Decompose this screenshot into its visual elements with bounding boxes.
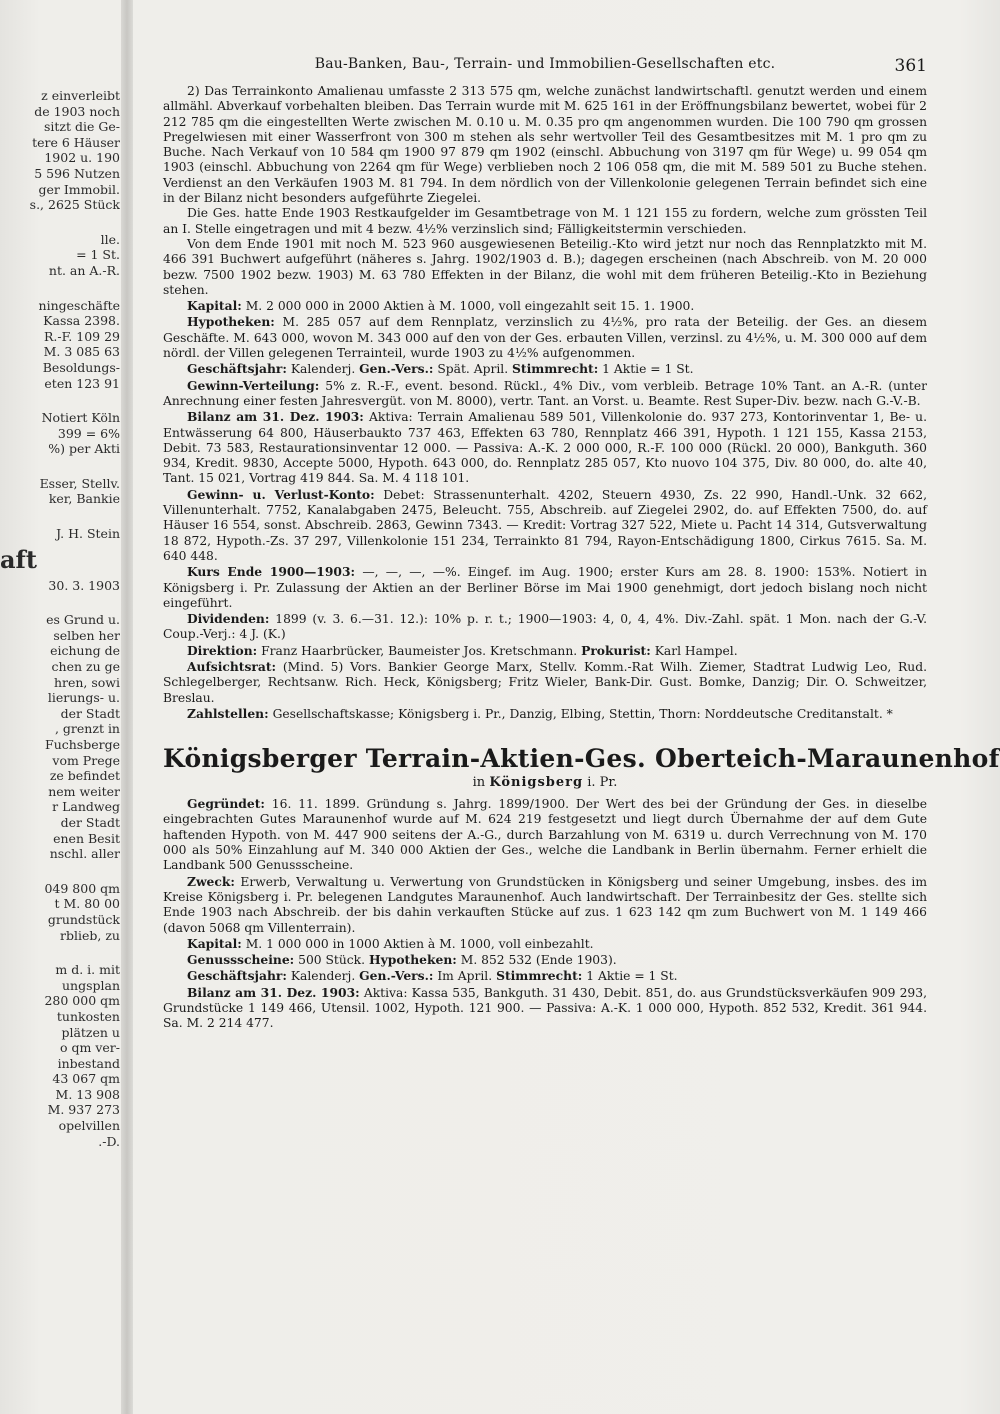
entry-paragraph: [163, 706, 927, 722]
field-label: Geschäftsjahr:: [187, 968, 287, 984]
left-fragment-line: m d. i. mit: [55, 962, 120, 978]
left-fragment-line: Esser, Stellv.: [39, 475, 120, 491]
field-text: 1899 (v. 3. 6.—31. 12.): 10% p. r. t.; 1900—1903: 4, 0, 4, 4%. Div.-Zahl. spät. 1 Mon. nach der G.-V. Coup.-Verj.: 4 J. (K.): [163, 612, 927, 642]
left-fragment-line: t M. 80 00: [54, 896, 120, 912]
left-fragment-line: 399 = 6%: [57, 425, 120, 441]
location-prefix: in: [472, 775, 486, 791]
field-text: Aktiva: Terrain Amalienau 589 501, Villenkolonie do. 937 273, Kontorinventar 1, Be- u. Entwässerung 64 800, Häuserbaukto 737 463, Effekten 63 780, Rennplatz 466 391, Hypoth. 1 121 155, Kassa 2153, Debit. 73 583, Restaurationsinventar 12 000. — Passiva: A.-K. 2 000 000, R.-F. 100 000 (Rückl. 20 000), Bankguth. 360 934, Kredit. 9830, Accepte 5000, Hypoth. 643 000, do. Rennplatz 285 057, Kto nuovo 104 375, Div. 80 000, do. alte 40, Tant. 15 021, Vortrag 419 844. Sa. M. 4 118 101.: [163, 410, 928, 486]
field-label: Gewinn-Verteilung:: [187, 377, 320, 393]
field-text: 16. 11. 1899. Gründung s. Jahrg. 1899/1900. Der Wert des bei der Gründung der Ges. in dieselbe eingebrachten Gutes Maraunenhof wurde auf M. 624 219 festgesetzt und liegt durch Übernahme der auf dem Gute haftenden Hypoth. von M. 447 900 seitens der A.-G., durch Barzahlung von M. 6319 u. durch Verrechnung von M. 170 000 als 50% Einzahlung auf M. 340 000 Aktien der Ges., welche die Landbank in Berlin übernahm. Ferner erhielt die Landbank 500 Genussscheine.: [163, 797, 927, 873]
left-fragment-line: eten 123 91: [44, 375, 120, 391]
field-label: Genussscheine:: [187, 952, 295, 968]
field-text: Erwerb, Verwaltung u. Verwertung von Grundstücken in Königsberg und seiner Umgebung, insbes. des im Kreise Königsberg i. Pr. belegenen Landgutes Maraunenhof. Auch landwirtschaft. Der Terrainbesitz der Ges. stellte sich Ende 1903 nach Abschreib. der bis dahin verkauften Stücke auf zus. 1 623 142 qm zum Buchwert von M. 1 149 466 (davon 5068 qm Villenterrain).: [163, 874, 927, 935]
field-label: Bilanz am 31. Dez. 1903:: [187, 984, 360, 1000]
entry-paragraph: [163, 796, 927, 873]
field-text: Aktiva: Kassa 535, Bankguth. 31 430, Debit. 851, do. aus Grundstücksverkäufen 909 293, Grundstücke 1 149 466, Utensil. 1002, Hypoth. 121 900. — Passiva: A.-K. 1 000 000, Hypoth. 852 532, Kredit. 361 944. Sa. M. 2 214 477.: [163, 985, 927, 1031]
field-label: Aufsichtsrat:: [187, 658, 277, 674]
field-text: Spät. April.: [437, 362, 509, 377]
entry-paragraph: [163, 361, 927, 377]
running-header: [163, 56, 927, 84]
company-entry-maraunenhof: [163, 796, 927, 1031]
left-fragment-line: ker, Bankie: [48, 491, 120, 507]
entry-paragraph: [163, 874, 927, 936]
field-text: 5% z. R.-F., event. besond. Rückl., 4% Div., vom verbleib. Betrage 10% Tant. an A.-R. (unter Anrechnung einer festen Jahresvergüt. von M. 8000), vertr. Tant. an Vorst. u. Beamte. Rest Super-Div. bezw. nach G.-V.-B.: [163, 378, 927, 408]
field-label: Gen.-Vers.:: [359, 361, 434, 377]
left-fragment-line: lle.: [100, 231, 120, 247]
left-fragment-line: eichung de: [50, 643, 120, 659]
page-number: 361: [894, 56, 927, 76]
left-fragment-heading: aft: [0, 544, 37, 574]
entry-paragraph: [163, 298, 927, 314]
left-fragment-line: enen Besit: [53, 830, 120, 846]
left-fragment-line: ningeschäfte: [38, 297, 120, 313]
field-text: —, —, —, —%. Eingef. im Aug. 1900; erster Kurs am 28. 8. 1900: 153%. Notiert in Königsberg i. Pr. Zulassung der Aktien an der Berliner Börse im Mai 1900 genehmigt, dort jedoch bislang noch nicht eingeführt.: [163, 565, 927, 610]
field-text: M. 1 000 000 in 1000 Aktien à M. 1000, voll einbezahlt.: [245, 936, 594, 951]
left-fragment-line: r Landweg: [52, 799, 120, 815]
left-fragment-line: der Stadt: [60, 814, 120, 830]
left-fragment-line: 30. 3. 1903: [48, 577, 120, 593]
left-fragment-line: plätzen u: [61, 1024, 120, 1040]
header-title: Bau-Banken, Bau-, Terrain- und Immobilien-Gesellschaften etc.: [314, 56, 776, 72]
field-text: Kalenderj.: [290, 362, 356, 377]
left-fragment-line: .-D.: [98, 1133, 120, 1149]
field-text: M. 852 532 (Ende 1903).: [460, 953, 617, 968]
field-label: Kurs Ende 1900—1903:: [187, 564, 356, 580]
location-suffix: i. Pr.: [587, 775, 618, 791]
entry-paragraph: [163, 936, 927, 952]
entry-paragraph: [163, 237, 927, 298]
left-fragment-line: hren, sowi: [53, 674, 120, 690]
location-city: Königsberg: [489, 775, 584, 791]
book-gutter: [121, 0, 133, 1414]
field-label: Hypotheken:: [368, 952, 457, 968]
left-fragment-line: , grenzt in: [54, 721, 120, 737]
left-fragment-line: s., 2625 Stück: [29, 197, 120, 213]
left-fragment-line: 1902 u. 190: [44, 150, 120, 166]
left-fragment-line: rblieb, zu: [60, 927, 120, 943]
entry-paragraph: [163, 643, 927, 659]
left-fragment-line: chen zu ge: [51, 659, 120, 675]
field-text: Im April.: [437, 969, 493, 984]
left-fragment-line: lierungs- u.: [47, 690, 120, 706]
field-text: Kalenderj.: [290, 969, 356, 984]
left-fragment-line: Fuchsberge: [45, 737, 120, 752]
left-fragment-line: nt. an A.-R.: [48, 262, 120, 278]
entry-paragraph: [163, 487, 927, 564]
main-column: [163, 56, 1000, 1032]
field-label: Zweck:: [187, 873, 235, 889]
left-fragment-line: z einverleibt: [41, 88, 120, 103]
left-fragment-line: Kassa 2398.: [43, 313, 120, 329]
left-fragment-line: es Grund u.: [46, 612, 120, 628]
company2-title: Königsberger Terrain-Aktien-Ges. Oberteich-Maraunenhof: [163, 744, 1000, 774]
left-fragment-line: nschl. aller: [49, 846, 120, 862]
left-fragment-line: tunkosten: [56, 1008, 120, 1024]
field-text: M. 285 057 auf dem Rennplatz, verzinslich zu 4½%, pro rata der Beteilig. der Ges. an diesem Geschäfte. M. 643 000, wovon M. 343 000 auf den von der Ges. erbauten Villen, verzinsl. zu 4½%, u. M. 300 000 auf dem nördl. der Villen gelegenen Terrainteil, wurde 1903 zu 4½% aufgenommen.: [163, 315, 927, 361]
field-label: Direktion:: [187, 642, 258, 658]
entry-paragraph: [163, 378, 927, 410]
left-fragment-line: sitzt die Ge-: [44, 119, 120, 135]
entry-paragraph: [163, 409, 927, 486]
field-text: 2) Das Terrainkonto Amalienau umfasste 2 313 575 qm, welche zunächst landwirtschaftl. genutzt werden und einem allmähl. Abverkauf vorbehalten bleiben. Das Terrain wurde mit M. 625 161 in der Eröffnungsbilanz bewertet, wobei für 2 212 785 qm die eingestellten Werte zwischen M. 0.10 u. M. 0.35 pro qm angenommen wurden. Die 100 790 qm grossen Pregelwiesen mit einer Wasserfront von 300 m stehen als sehr wertvoller Teil des Gesamtbesitzes mit M. 1 pro qm zu Buche. Nach Verkauf von 10 584 qm 1900 97 879 qm 1902 (einschl. Abbuchung von 3197 qm für Wege) u. 99 054 qm 1903 (einschl. Abbuchung von 2264 qm für Wege) verblieben noch 2 106 058 qm, die mit M. 589 501 zu Buche stehen. Verdienst an den Verkäufen 1903 M. 81 794. In dem nördlich von der Villenkolonie gelegenen Terrain befindet sich eine in der Bilanz nicht besonders aufgeführte Ziegelei.: [163, 84, 927, 206]
left-fragment-line: selben her: [53, 627, 120, 643]
left-fragment-line: opelvillen: [58, 1118, 120, 1134]
left-fragment-line: M. 13 908: [55, 1086, 120, 1102]
field-text: (Mind. 5) Vors. Bankier George Marx, Stellv. Komm.-Rat Wilh. Ziemer, Stadtrat Ludwig Leo, Rud. Schlegelberger, Rechtsanw. Rich. Heck, Königsberg; Fritz Wieler, Bank-Dir. Gust. Bomke, Danzig; Dir. O. Schweitzer, Breslau.: [163, 659, 927, 705]
left-fragment-line: Notiert Köln: [41, 410, 120, 426]
left-fragment-line: inbestand: [57, 1055, 120, 1071]
field-text: Die Ges. hatte Ende 1903 Restkaufgelder im Gesamtbetrage von M. 1 121 155 zu fordern, welche zum grössten Teil an I. Stelle eingetragen und mit 4 bezw. 4½% verzinslich sind; Fälligkeitstermin verschieden.: [163, 206, 927, 236]
company-entry-amalienau: [163, 84, 927, 722]
field-label: Kapital:: [187, 298, 242, 314]
field-label: Geschäftsjahr:: [187, 361, 287, 377]
left-fragment-line: ger Immobil.: [38, 181, 120, 197]
entry-paragraph: [163, 985, 927, 1032]
field-text: Debet: Strassenunterhalt. 4202, Steuern 4930, Zs. 22 990, Handl.-Unk. 32 662, Villenunterhalt. 7752, Kanalabgaben 2475, Beleucht. 755, Abschreib. auf Ziegelei 2902, do. auf Effekten 7500, do. auf Häuser 16 554, sonst. Abschreib. 2863, Gewinn 7343. — Kredit: Vortrag 327 522, Miete u. Pacht 14 314, Gutsverwaltung 18 872, Hypoth.-Zs. 37 297, Villenkolonie 151 234, Terrainkto 81 794, Rayon-Entschädigung 1800, Cirkus 7615. Sa. M. 640 448.: [163, 487, 927, 563]
entry-paragraph: [163, 968, 927, 984]
field-text: Karl Hampel.: [654, 643, 738, 658]
left-fragment-line: M. 3 085 63: [43, 344, 120, 360]
field-text: Franz Haarbrücker, Baumeister Jos. Kretschmann.: [261, 643, 578, 658]
field-label: Gen.-Vers.:: [359, 968, 434, 984]
field-text: Gesellschaftskasse; Königsberg i. Pr., Danzig, Elbing, Stettin, Thorn: Norddeutsche Creditanstalt. *: [272, 706, 893, 721]
left-fragment-line: = 1 St.: [76, 247, 120, 263]
left-fragment-line: grundstück: [47, 911, 120, 927]
field-text: 500 Stück.: [298, 953, 366, 968]
left-fragment-line: R.-F. 109 29: [43, 328, 120, 344]
field-label: Gewinn- u. Verlust-Konto:: [187, 486, 375, 502]
left-fragment-line: M. 937 273: [47, 1102, 120, 1118]
left-fragment-line: 43 067 qm: [52, 1071, 120, 1087]
field-text: M. 2 000 000 in 2000 Aktien à M. 1000, voll eingezahlt seit 15. 1. 1900.: [245, 299, 695, 314]
left-fragment-line: %) per Akti: [48, 441, 120, 457]
left-fragment-line: 5 596 Nutzen: [34, 165, 120, 181]
field-text: Von dem Ende 1901 mit noch M. 523 960 ausgewiesenen Beteilig.-Kto wird jetzt nur noch das Rennplatzkto mit M. 466 391 Buchwert aufgeführt (näheres s. Jahrg. 1902/1903 d. B.); dagegen erscheinen (nach Abschreib. von M. 20 000 bezw. 7500 1902 bezw. 1903) M. 63 780 Effekten in der Bilanz, die wohl mit dem früheren Beteilig.-Kto in Beziehung stehen.: [163, 236, 927, 297]
left-fragment-line: vom Prege: [52, 752, 120, 768]
entry-paragraph: [163, 611, 927, 643]
entry-paragraph: [163, 564, 927, 611]
left-fragment-line: tere 6 Häuser: [32, 134, 120, 150]
entry-paragraph: [163, 206, 927, 237]
left-fragment-line: J. H. Stein: [56, 526, 120, 542]
field-label: Stimmrecht:: [496, 968, 583, 984]
left-fragment-line: o qm ver-: [60, 1040, 120, 1056]
company2-location: [163, 775, 927, 790]
left-fragment-line: 049 800 qm: [44, 880, 120, 896]
left-fragment-line: Besoldungs-: [42, 359, 120, 375]
field-label: Kapital:: [187, 935, 242, 951]
field-text: 1 Aktie = 1 St.: [586, 969, 678, 984]
field-label: Gegründet:: [187, 796, 265, 812]
left-fragment-line: der Stadt: [60, 705, 120, 721]
left-fragment-line: ungsplan: [61, 977, 120, 993]
field-label: Dividenden:: [187, 611, 270, 627]
left-fragment-line: 280 000 qm: [44, 993, 120, 1009]
field-label: Stimmrecht:: [512, 361, 599, 377]
field-label: Prokurist:: [581, 642, 651, 658]
entry-paragraph: [163, 659, 927, 706]
field-label: Zahlstellen:: [187, 705, 269, 721]
field-text: 1 Aktie = 1 St.: [602, 362, 694, 377]
entry-paragraph: [163, 314, 927, 361]
entry-paragraph: [163, 952, 927, 968]
field-label: Bilanz am 31. Dez. 1903:: [187, 409, 364, 425]
left-page-fragment: [0, 88, 120, 1328]
left-fragment-line: de 1903 noch: [34, 103, 120, 119]
left-fragment-line: ze befindet: [49, 768, 120, 784]
field-label: Hypotheken:: [187, 314, 275, 330]
left-fragment-line: nem weiter: [48, 783, 120, 799]
entry-paragraph: [163, 84, 927, 206]
